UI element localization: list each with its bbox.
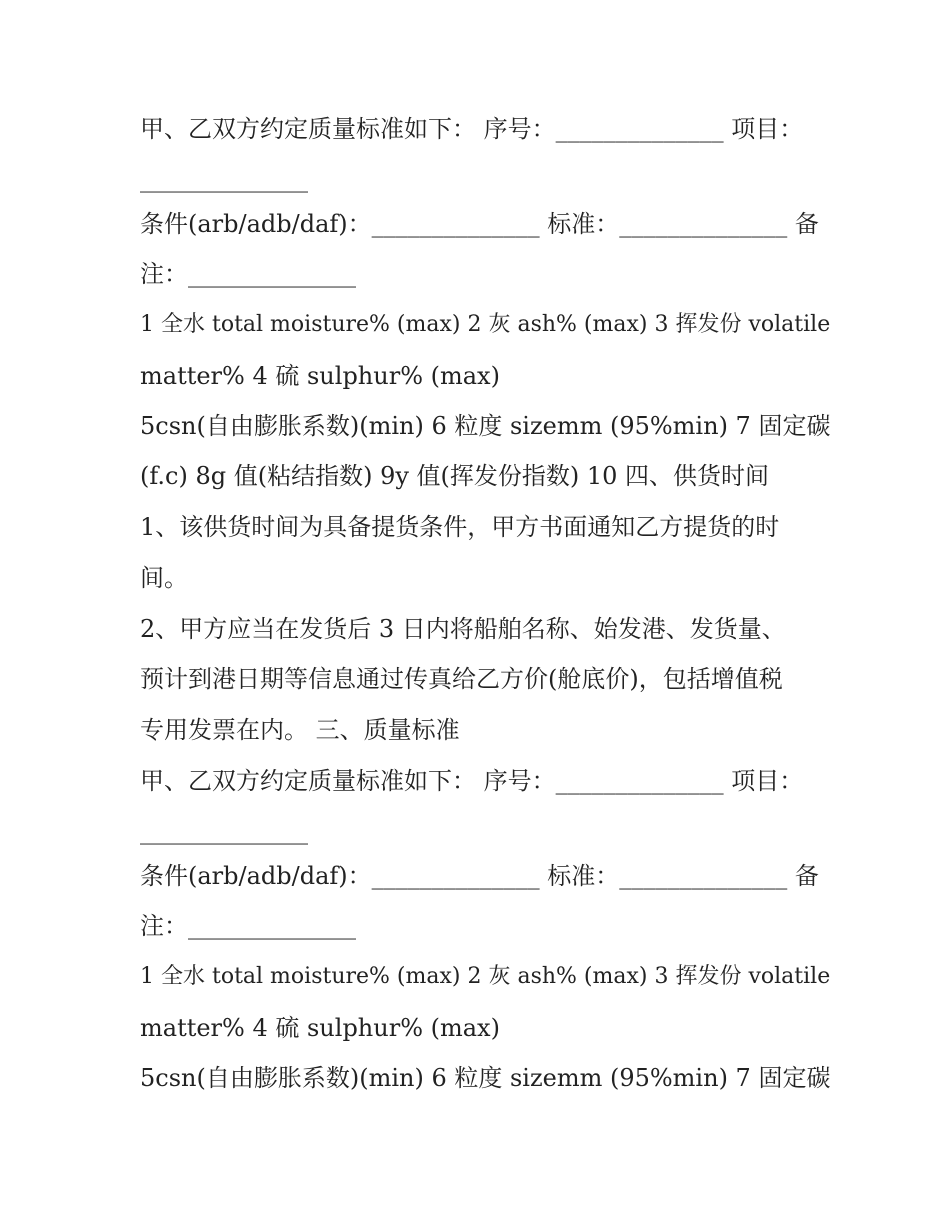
text-line-6: matter% 4 硫 sulphur% (max) xyxy=(140,362,500,390)
text-line-16: 条件(arb/adb/daf)：______________ 标准：______________ 备 xyxy=(140,862,819,890)
text-line-3: 条件(arb/adb/daf)：______________ 标准：______________ 备 xyxy=(140,210,819,238)
text-line-2: ______________ xyxy=(140,165,308,193)
text-line-7: 5csn(自由膨胀系数)(min) 6 粒度 sizemm (95%min) 7 固定碳 xyxy=(140,412,831,440)
text-line-10: 间。 xyxy=(140,564,188,592)
text-line-14: 甲、乙双方约定质量标准如下： 序号：______________ 项目： xyxy=(140,767,804,795)
text-line-17: 注：______________ xyxy=(140,912,356,940)
text-line-11: 2、甲方应当在发货后 3 日内将船舶名称、始发港、发货量、 xyxy=(140,615,786,643)
text-line-1: 甲、乙双方约定质量标准如下： 序号：______________ 项目： xyxy=(140,115,804,143)
text-line-20: 5csn(自由膨胀系数)(min) 6 粒度 sizemm (95%min) 7 固定碳 xyxy=(140,1064,831,1092)
text-line-9: 1、该供货时间为具备提货条件，甲方书面通知乙方提货的时 xyxy=(140,513,780,541)
text-line-5: 1 全水 total moisture% (max) 2 灰 ash% (max) 3 挥发份 volatile xyxy=(140,312,831,337)
text-line-4: 注：______________ xyxy=(140,260,356,288)
text-line-15: ______________ xyxy=(140,817,308,845)
text-line-18: 1 全水 total moisture% (max) 2 灰 ash% (max) 3 挥发份 volatile xyxy=(140,964,831,989)
text-line-8: (f.c) 8g 值(粘结指数) 9y 值(挥发份指数) 10 四、供货时间 xyxy=(140,462,770,490)
text-line-13: 专用发票在内。 三、质量标准 xyxy=(140,716,460,744)
text-line-19: matter% 4 硫 sulphur% (max) xyxy=(140,1014,500,1042)
text-line-12: 预计到港日期等信息通过传真给乙方价(舱底价)，包括增值税 xyxy=(140,665,783,693)
